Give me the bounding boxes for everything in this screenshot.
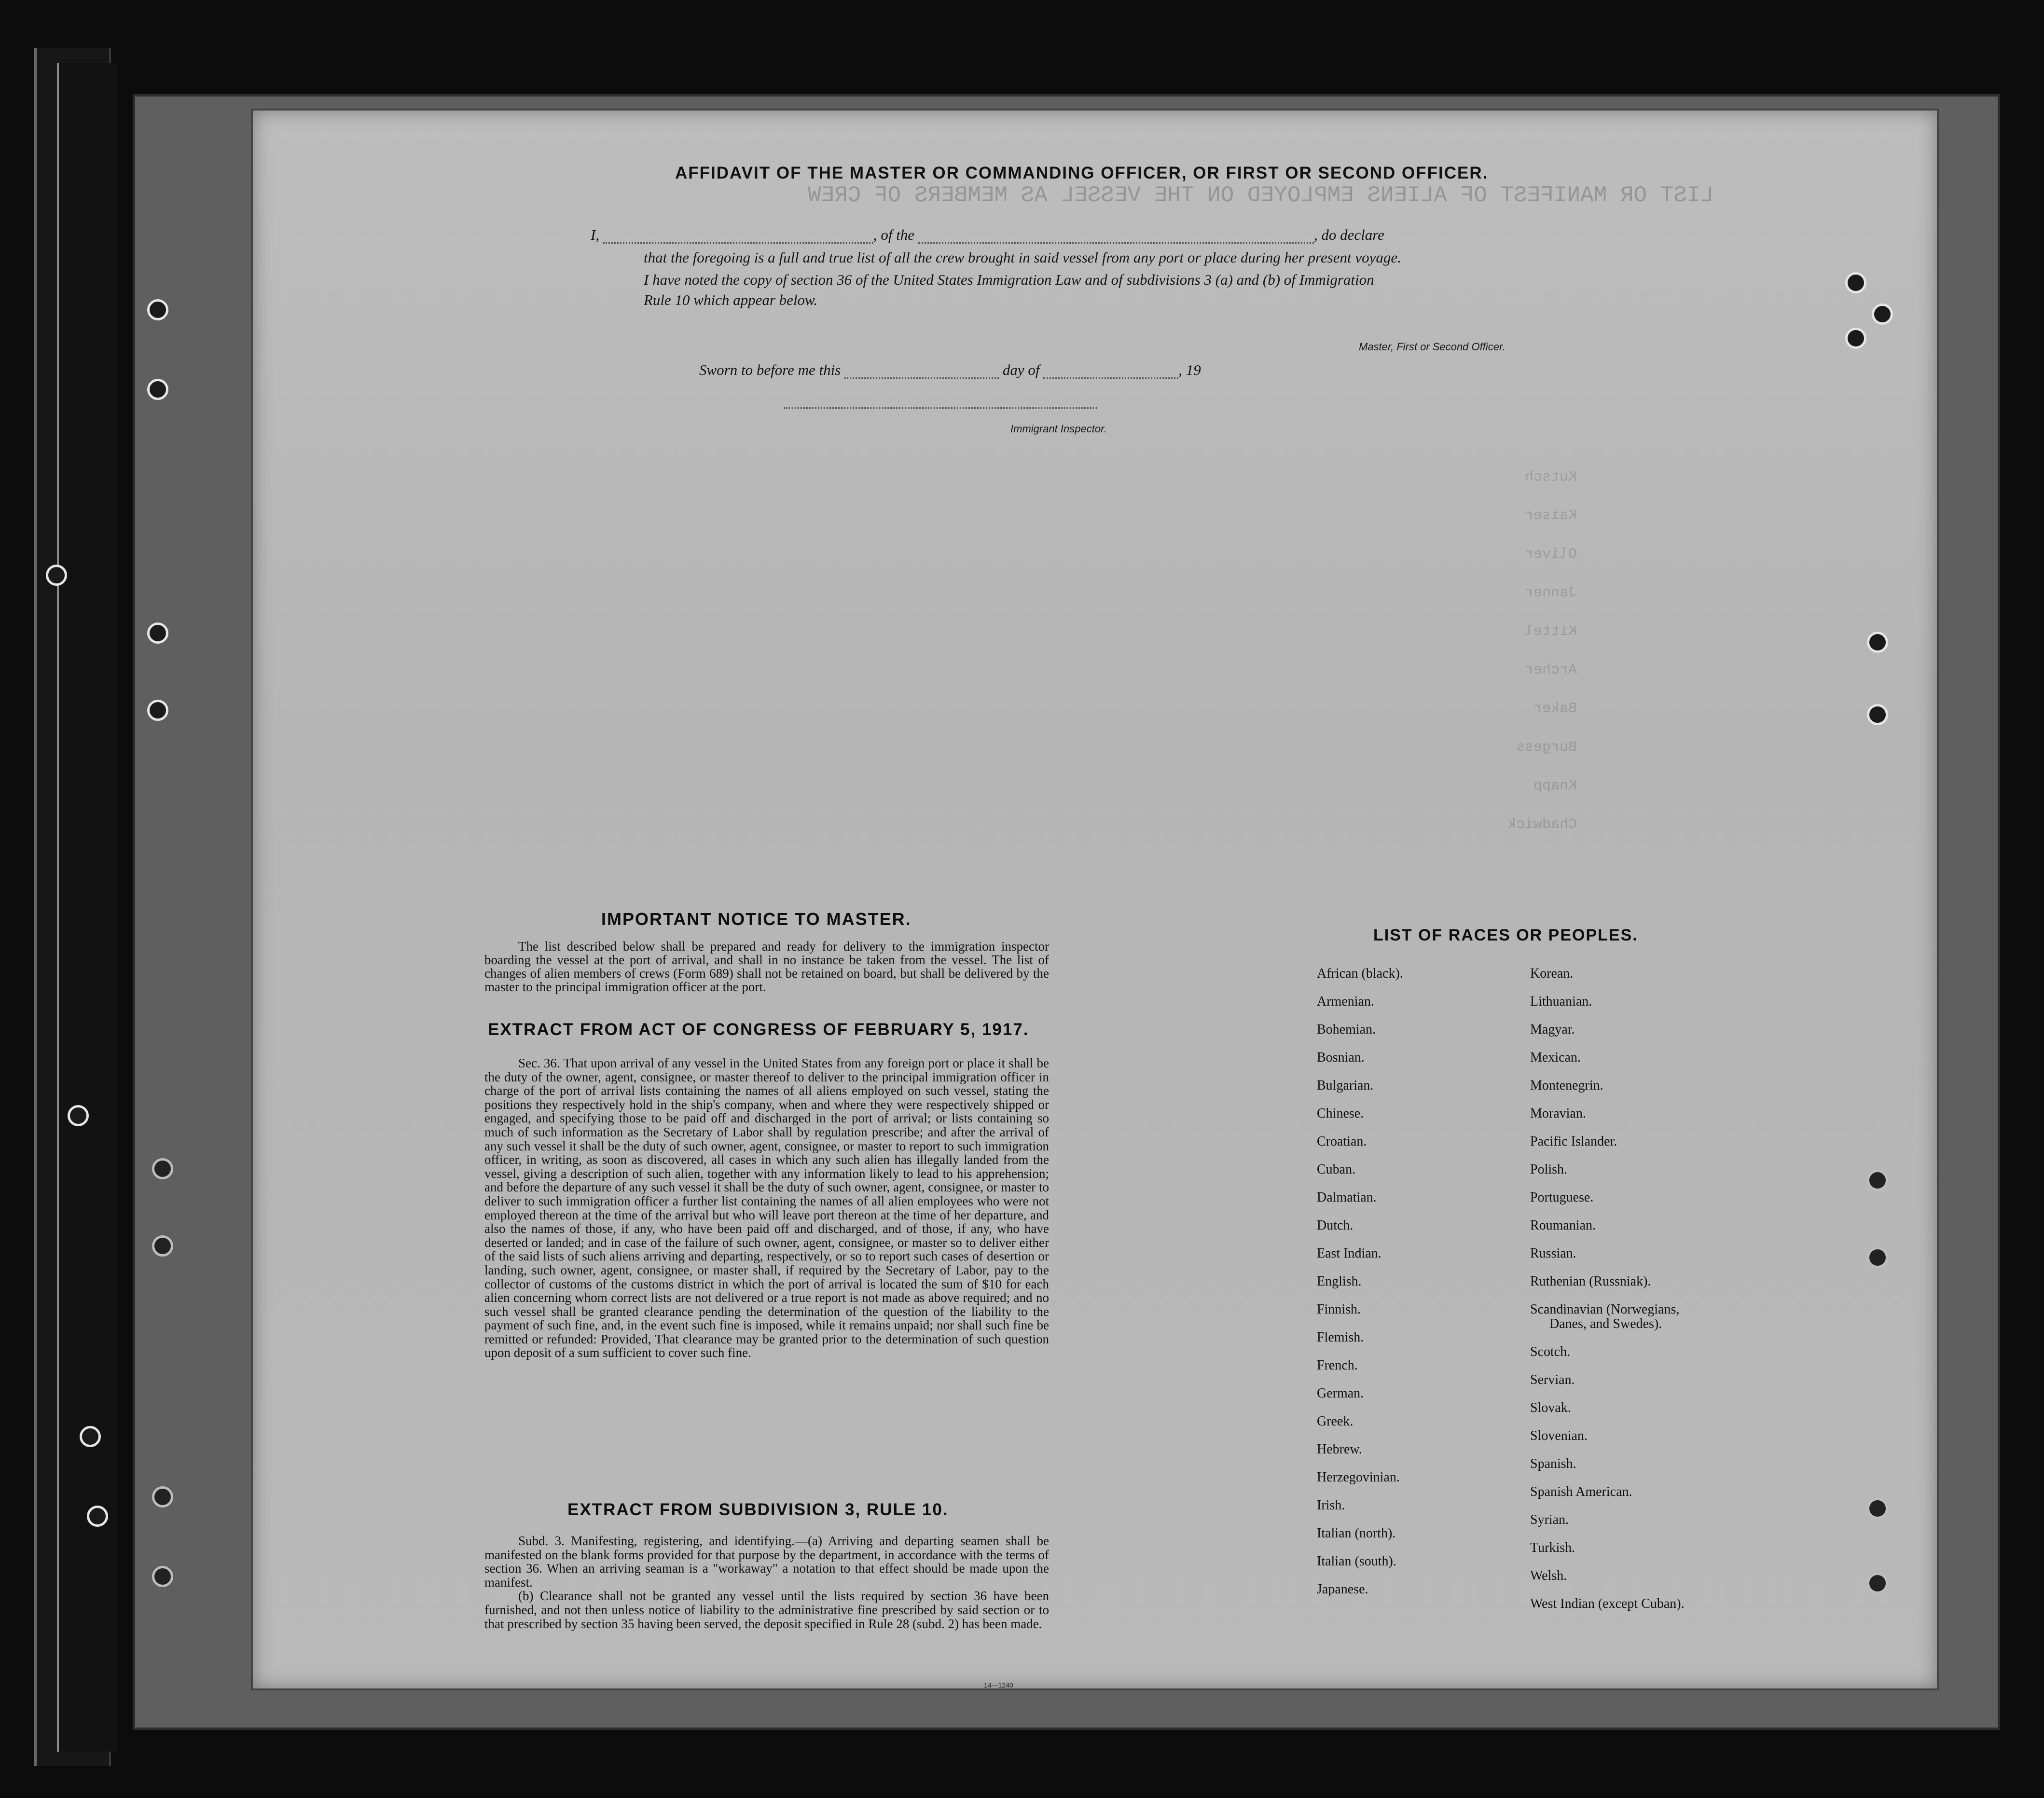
binder-hole-icon xyxy=(152,1486,173,1508)
race-item: Japanese. xyxy=(1317,1582,1368,1597)
sworn-month-field[interactable] xyxy=(1043,377,1178,379)
binder-edge xyxy=(57,63,117,1752)
punch-hole-icon xyxy=(1867,1573,1888,1594)
affidavit-line-4: Rule 10 which appear below. xyxy=(644,291,818,308)
affidavit-line-1 xyxy=(591,226,1384,244)
punch-hole-icon xyxy=(1867,632,1888,653)
race-item: East Indian. xyxy=(1317,1246,1381,1261)
binder-hole-icon xyxy=(46,565,67,586)
document-page xyxy=(251,109,1939,1690)
race-item: Syrian. xyxy=(1530,1512,1569,1527)
punch-hole-icon xyxy=(1867,1247,1888,1268)
race-item: Roumanian. xyxy=(1530,1218,1596,1233)
notice-title: IMPORTANT NOTICE TO MASTER. xyxy=(601,909,912,929)
race-item: Russian. xyxy=(1530,1246,1576,1261)
sworn-line xyxy=(699,361,1201,379)
extract-rule-title: EXTRACT FROM SUBDIVISION 3, RULE 10. xyxy=(567,1500,949,1519)
binder-hole-icon xyxy=(68,1105,89,1126)
race-item: Armenian. xyxy=(1317,994,1374,1009)
race-item: Hebrew. xyxy=(1317,1442,1362,1457)
sworn-day-field[interactable] xyxy=(844,377,999,379)
punch-hole-icon xyxy=(1872,304,1893,325)
race-item: Italian (north). xyxy=(1317,1526,1396,1541)
race-item: Mexican. xyxy=(1530,1050,1581,1065)
binder-hole-icon xyxy=(87,1506,108,1527)
race-item: Magyar. xyxy=(1530,1022,1575,1037)
vessel-field[interactable] xyxy=(918,242,1314,244)
binder-hole-icon xyxy=(152,1235,173,1257)
affidavit-line-3: I have noted the copy of section 36 of the United States Immigration Law and of subdivisions 3 (a) and (b) of Immigration xyxy=(644,271,1374,288)
race-item: Spanish American. xyxy=(1530,1484,1632,1499)
race-item: Servian. xyxy=(1530,1372,1575,1387)
affidavit-i: I, xyxy=(591,226,600,243)
binder-hole-icon xyxy=(152,1158,173,1179)
binder-hole-icon xyxy=(147,622,168,644)
race-item: Croatian. xyxy=(1317,1134,1367,1149)
races-title: LIST OF RACES OR PEOPLES. xyxy=(1373,926,1638,944)
bleed-through-text: LIST OR MANIFEST OF ALIENS EMPLOYED ON THE VESSEL AS MEMBERS OF CREW xyxy=(808,183,1714,208)
race-item: Irish. xyxy=(1317,1498,1345,1513)
races-right-column xyxy=(1530,960,1685,1618)
race-item: Montenegrin. xyxy=(1530,1078,1603,1093)
race-item: Polish. xyxy=(1530,1162,1568,1177)
race-item: Herzegovinian. xyxy=(1317,1470,1400,1485)
extract-act-text: Sec. 36. That upon arrival of any vessel in the United States from any foreign port or place it shall be the duty of the owner, agent, consignee, or master thereof to deliver to the principal immigration officer in charge of the port of arrival lists containing the names of all aliens employed on such vessel, stating the positions they respectively hold in the ship's company, when and where they were respectively shipped or engaged, and specifying those to be paid off and discharged in the port of arrival; or lists containing so much of such information as the Secretary of Labor shall by regulation prescribe; and after the arrival of any such vessel it shall be the duty of such owner, agent, consignee, or master to report to such immigration officer, in writing, as soon as discovered, all cases in which any such alien has illegally landed from the vessel, giving a description of such alien, together with any information likely to lead to his apprehension; and before the departure of any such vessel it shall be the duty of such owner, agent, consignee, or master to deliver to such immigration officer a further list containing the names of all alien employees who were not employed thereon at the time of the arrival but who will leave port thereon at the time of her departure, and also the names of those, if any, who have been paid off and discharged, and of those, if any, who have deserted or landed; and in case of the failure of such owner, agent, consignee, or master so to deliver either of the said lists of such aliens arriving and departing, respectively, or so to report such cases of desertion or landing, such owner, agent, consignee, or master shall, if required by the Secretary of Labor, pay to the collector of customs of the customs district in which the port of arrival is located the sum of $10 for each alien concerning whom correct lists are not delivered or a true report is not made as above required; and no such vessel shall be granted clearance pending the determination of the question of the liability to the payment of such fine, and, in the event such fine is imposed, while it remains unpaid; nor shall such fine be remitted or refunded: Provided, That clearance may be granted prior to the determination of such question upon deposit of a sum sufficient to cover such fine. xyxy=(484,1056,1049,1360)
name-field[interactable] xyxy=(603,242,873,244)
affidavit-line-2: that the foregoing is a full and true list of all the crew brought in said vessel from any port or place during her present voyage. xyxy=(644,249,1401,266)
race-item: Chinese. xyxy=(1317,1106,1364,1121)
race-item: African (black). xyxy=(1317,966,1403,981)
race-item: Turkish. xyxy=(1530,1540,1575,1555)
race-item: Spanish. xyxy=(1530,1456,1576,1471)
extract-rule-text: Subd. 3. Manifesting, registering, and identifying.—(a) Arriving and departing seamen shall be manifested on the blank forms provided for that purpose by the department, in accordance with the terms of section 36. When an arriving seaman is a "workaway" a notation to that effect should be made upon the manifest. (b) Clearance shall not be granted any vessel until the lists required by section 36 have been furnished, and not then unless notice of liability to the administrative fine prescribed by said section or to that prescribed by section 35 having been served, the deposit specified in Rule 28 (subd. 2) has been made. xyxy=(484,1534,1049,1631)
sworn-day-of: day of xyxy=(1002,361,1040,378)
race-item: Cuban. xyxy=(1317,1162,1356,1177)
race-item: Lithuanian. xyxy=(1530,994,1592,1009)
race-item: Scandinavian (Norwegians, xyxy=(1530,1302,1680,1317)
race-item: English. xyxy=(1317,1274,1362,1289)
race-item: Ruthenian (Russniak). xyxy=(1530,1274,1651,1289)
race-item: Scotch. xyxy=(1530,1344,1571,1359)
sworn-year: , 19 xyxy=(1178,361,1201,378)
race-item: Portuguese. xyxy=(1530,1190,1594,1205)
binder-hole-icon xyxy=(147,299,168,320)
race-item: Dutch. xyxy=(1317,1218,1353,1233)
punch-hole-icon xyxy=(1845,272,1866,293)
race-item: Bohemian. xyxy=(1317,1022,1376,1037)
affidavit-of-the: , of the xyxy=(873,226,915,243)
punch-hole-icon xyxy=(1867,704,1888,725)
punch-hole-icon xyxy=(1867,1170,1888,1191)
race-item: Pacific Islander. xyxy=(1530,1134,1617,1149)
bleed-through-names: Kutsch Kaiser Oliver Janner Kittel Archer Baker Burgess Knapp Chadwick xyxy=(1507,469,1577,833)
race-item: Danes, and Swedes). xyxy=(1549,1316,1662,1331)
race-item: Slovak. xyxy=(1530,1400,1571,1415)
race-item: Slovenian. xyxy=(1530,1428,1588,1443)
race-item: Flemish. xyxy=(1317,1330,1364,1345)
inspector-label: Immigrant Inspector. xyxy=(1010,423,1107,435)
race-item: Finnish. xyxy=(1317,1302,1361,1317)
race-item: French. xyxy=(1317,1358,1358,1373)
notice-text: The list described below shall be prepared and ready for delivery to the immigration inspector boarding the vessel at the port of arrival, and shall in no instance be taken from the vessel. The list of changes of alien members of crews (Form 689) shall not be retained on board, but shall be delivered by the master to the principal immigration officer at the port. xyxy=(484,939,1049,994)
race-item: Welsh. xyxy=(1530,1568,1567,1583)
race-item: Bosnian. xyxy=(1317,1050,1365,1065)
inspector-signature-line[interactable] xyxy=(784,407,1097,409)
affidavit-title: AFFIDAVIT OF THE MASTER OR COMMANDING OFFICER, OR FIRST OR SECOND OFFICER. xyxy=(675,164,1489,182)
races-left-column xyxy=(1317,960,1403,1604)
affidavit-do-declare: , do declare xyxy=(1313,226,1384,243)
race-item: Korean. xyxy=(1530,966,1574,981)
form-number: 14—1240 xyxy=(984,1681,1013,1689)
race-item: Bulgarian. xyxy=(1317,1078,1374,1093)
race-item: German. xyxy=(1317,1386,1364,1401)
sworn-text: Sworn to before me this xyxy=(699,361,841,378)
race-item: Italian (south). xyxy=(1317,1554,1396,1569)
binder-hole-icon xyxy=(147,700,168,721)
punch-hole-icon xyxy=(1867,1498,1888,1519)
race-item: Greek. xyxy=(1317,1414,1353,1429)
race-item: Dalmatian. xyxy=(1317,1190,1377,1205)
punch-hole-icon xyxy=(1845,328,1866,349)
master-signature-label: Master, First or Second Officer. xyxy=(1359,341,1505,353)
race-item: West Indian (except Cuban). xyxy=(1530,1596,1685,1611)
race-item: Moravian. xyxy=(1530,1106,1586,1121)
binder-hole-icon xyxy=(147,379,168,400)
binder-hole-icon xyxy=(152,1566,173,1587)
extract-act-title: EXTRACT FROM ACT OF CONGRESS OF FEBRUARY 5, 1917. xyxy=(488,1020,1029,1039)
binder-hole-icon xyxy=(80,1426,101,1447)
